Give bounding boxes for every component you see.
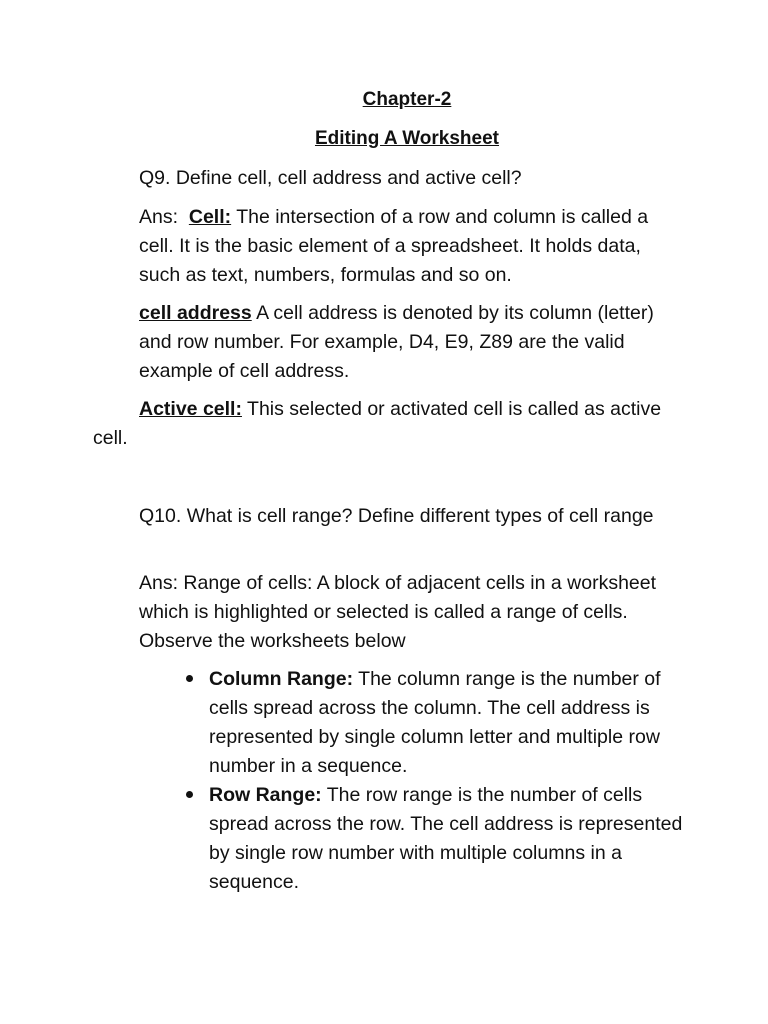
definition-active-cell: This selected or activated cell is called as active cell.: [93, 398, 662, 449]
range-types-list: [186, 665, 686, 897]
list-item-row-range: [186, 781, 686, 897]
term-cell: Cell:: [188, 206, 232, 228]
term-active-cell: Active cell:: [139, 398, 242, 420]
answer-q9-cell-address: [139, 299, 679, 386]
answer-prefix: Ans:: [139, 206, 189, 228]
answer-q10: Ans: Range of cells: A block of adjacent cells in a worksheet which is highlighted or selected is called a range of cells. Observe the worksheets below: [139, 572, 657, 652]
bullet-icon: [186, 675, 193, 682]
chapter-heading: Chapter-2: [362, 89, 452, 110]
page-title: Editing A Worksheet: [314, 128, 500, 149]
definition-cell-address: A cell address is denoted by its column (letter) and row number. For example, D4, E9, Z89 are the valid example of cell address.: [139, 302, 654, 382]
question-q10: Q10. What is cell range? Define different types of cell range: [139, 505, 654, 527]
question-q9: Q9. Define cell, cell address and active cell?: [139, 167, 522, 189]
term-column-range: Column Range:: [209, 668, 354, 690]
bullet-icon: [186, 791, 193, 798]
definition-column-range: The column range is the number of cells spread across the column. The cell address is represented by single column letter and multiple row number in a sequence.: [209, 668, 661, 777]
list-item-column-range: [186, 665, 686, 781]
definition-row-range: The row range is the number of cells spread across the row. The cell address is represented by single row number with multiple columns in a sequence.: [209, 784, 683, 893]
answer-q9-active-cell: [93, 395, 683, 453]
definition-cell: The intersection of a row and column is called a cell. It is the basic element of a spreadsheet. It holds data, such as text, numbers, formulas and so on.: [139, 206, 649, 286]
term-cell-address: cell address: [139, 302, 252, 324]
term-row-range: Row Range:: [209, 784, 322, 806]
answer-q9-cell: [139, 203, 679, 290]
